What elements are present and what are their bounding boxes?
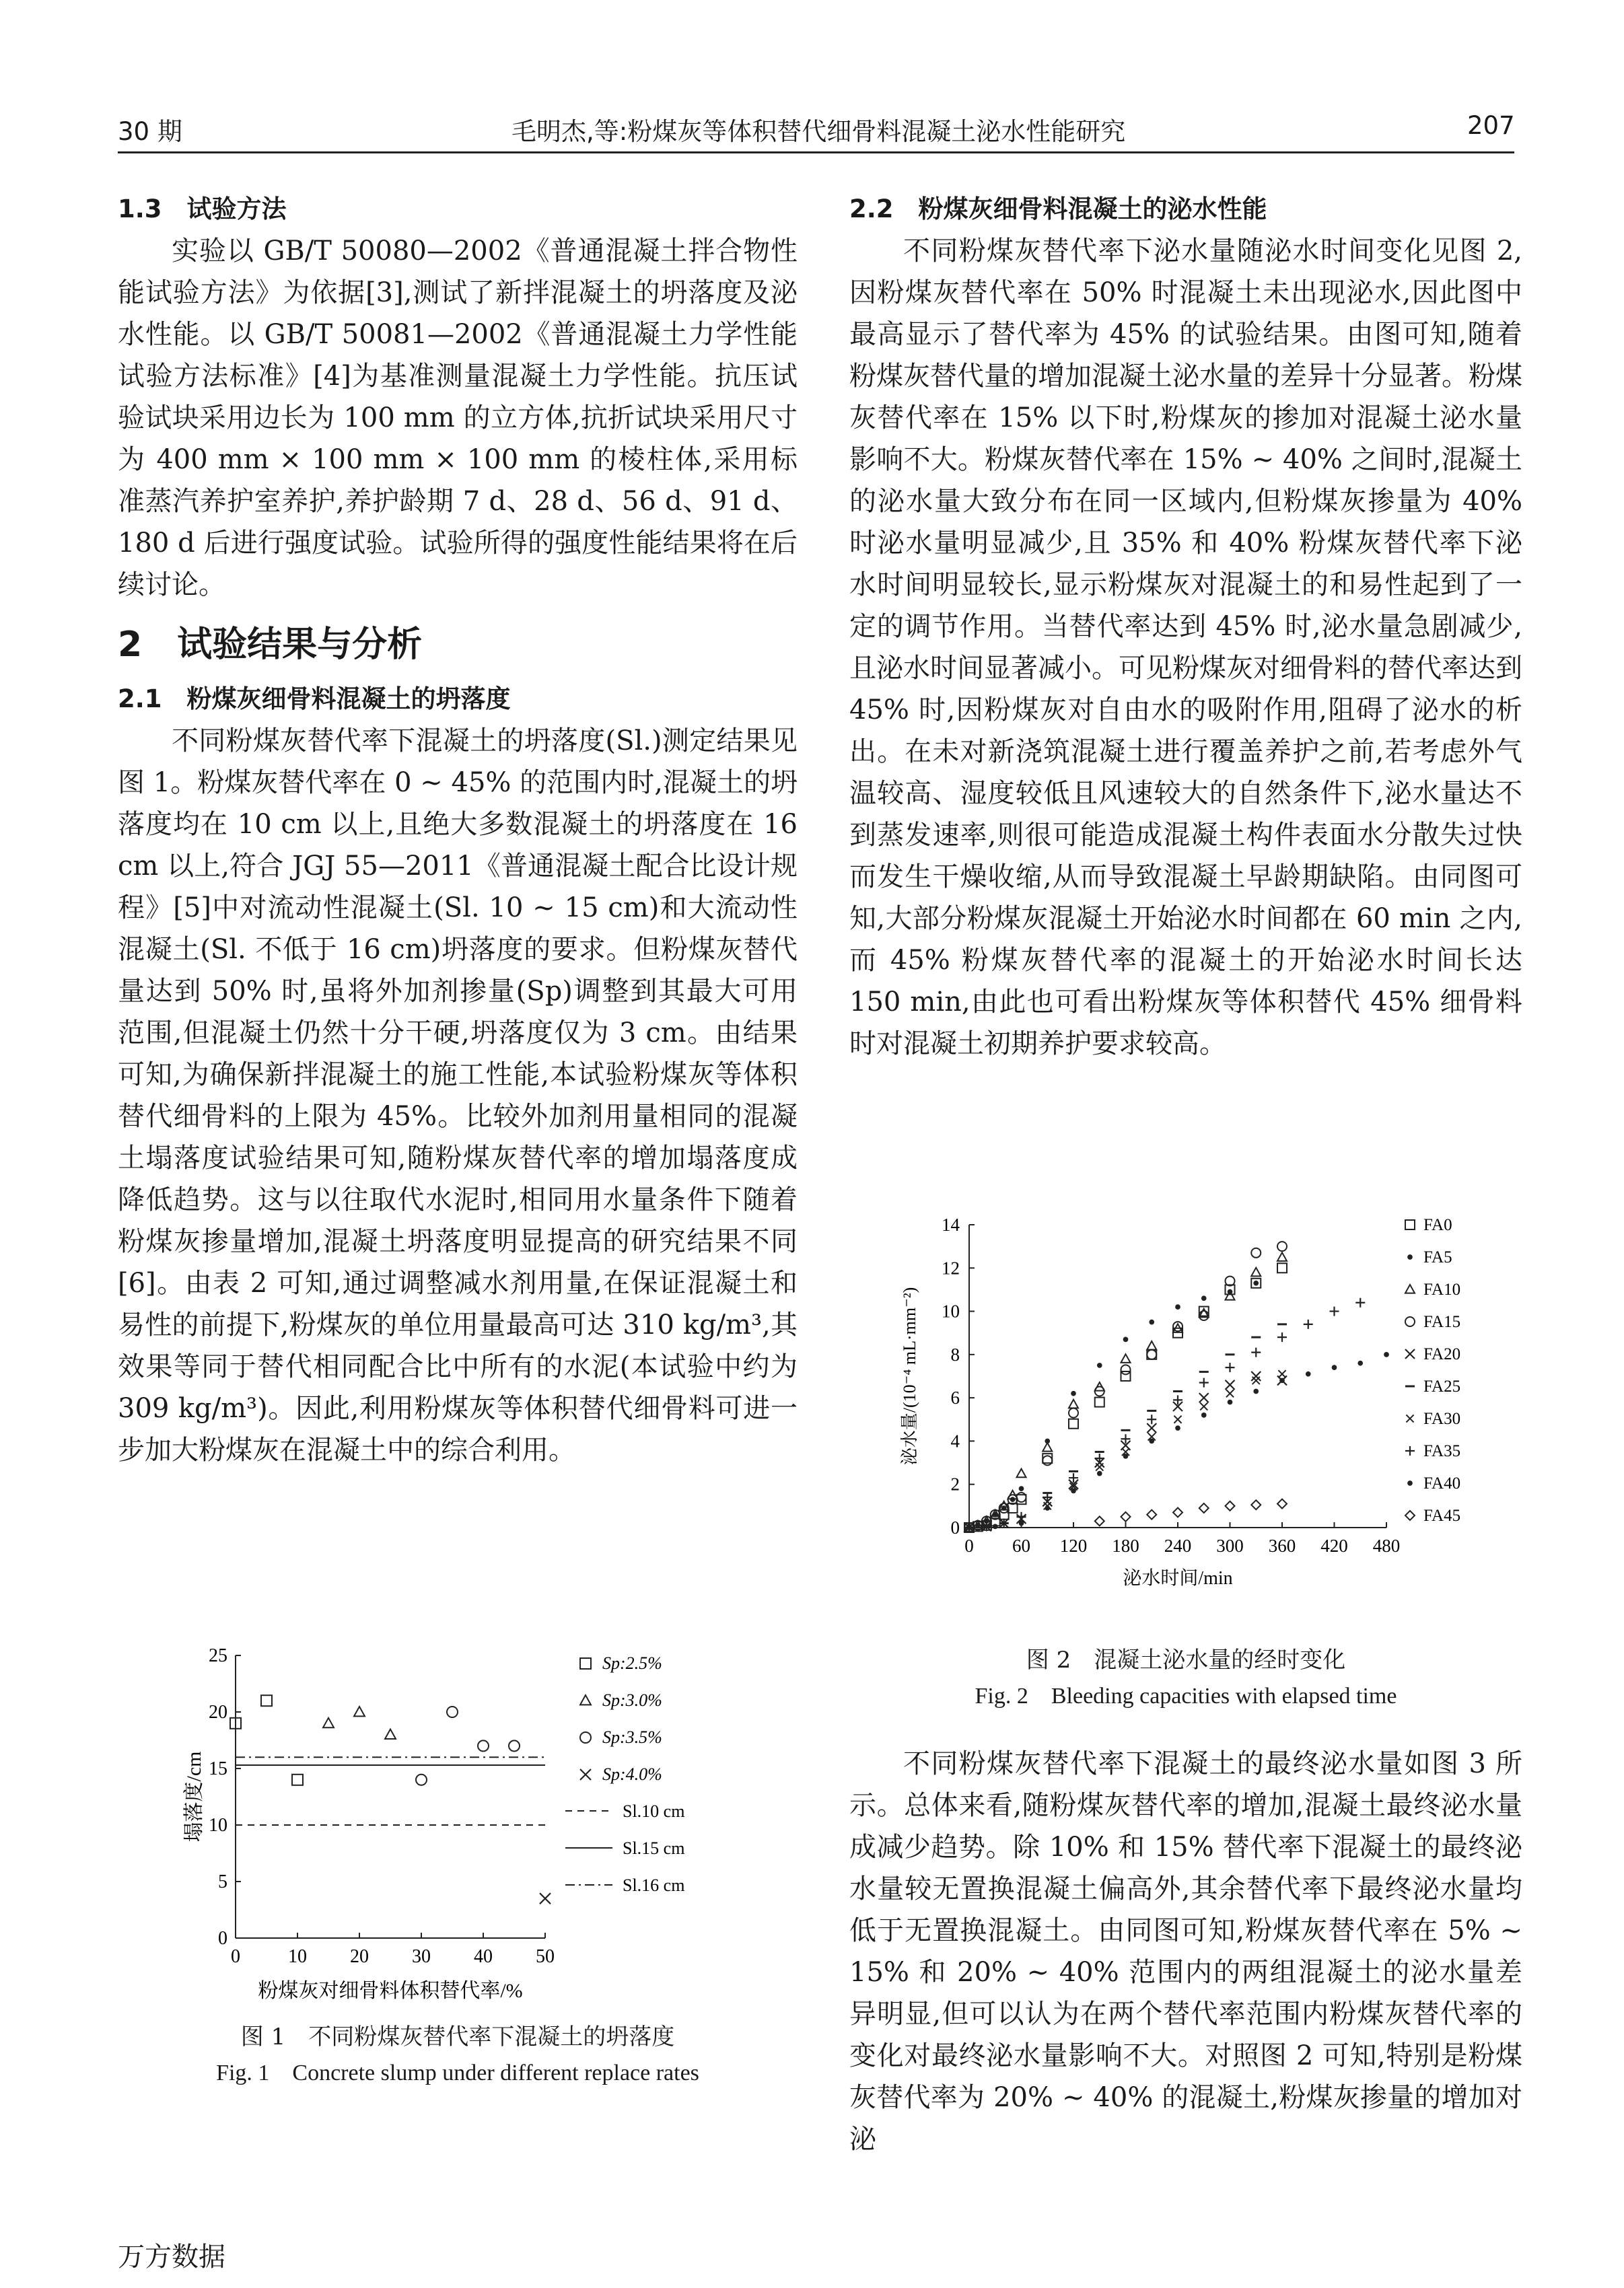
fig1-y-tick-label: 20 <box>209 1702 227 1723</box>
fig2-point <box>1200 1402 1207 1410</box>
fig2-point <box>1147 1350 1156 1359</box>
fig2-legend-marker <box>1405 1317 1415 1326</box>
fig2-legend-label: FA40 <box>1423 1474 1461 1493</box>
fig2-point <box>1251 1248 1261 1258</box>
fig2-x-tick-label: 60 <box>1012 1536 1030 1556</box>
fig2-legend-marker <box>1405 1285 1415 1293</box>
fig2-point <box>1278 1370 1285 1378</box>
fig2-point <box>1226 1291 1235 1300</box>
fig1-y-axis-label: 塌落度/cm <box>183 1751 205 1843</box>
fig2-point <box>966 1525 972 1530</box>
fig1-legend-label: Sl.16 cm <box>623 1875 685 1895</box>
figure-1-caption-en: Fig. 1 Concrete slump under different replace rates <box>216 2061 699 2085</box>
fig2-point <box>993 1524 998 1530</box>
fig2-legend-marker <box>1407 1480 1413 1486</box>
fig2-point <box>1251 1371 1261 1381</box>
fig2-x-tick-label: 300 <box>1216 1536 1244 1556</box>
fig2-point <box>1174 1416 1181 1423</box>
fig1-x-tick-label: 50 <box>536 1946 555 1967</box>
fig2-point <box>1097 1471 1102 1476</box>
section-2-2-continued-body: 不同粉煤灰替代率下混凝土的最终泌水量如图 3 所示。总体来看,随粉煤灰替代率的增加,混凝土最终泌水量成减少趋势。除 10% 和 15% 替代率下混凝土的最终泌水量较无置换混凝土偏高外,其余替代率下最终泌水量均低于无置换混凝土。由同图可知,粉煤灰替代率在 5% ~ 15% 和 20% ~ 40% 范围内的两组混凝土的泌水量差异明显,但可以认为在两个替代率范围内粉煤灰替代率的变化对最终泌水量影响不大。对照图 2 可知,特别是粉煤灰替代率为 20% ~ 40% 的混凝土,粉煤灰掺量的增加对泌 <box>849 1748 1522 2155</box>
fig1-x-axis-label: 粉煤灰对细骨料体积替代率/% <box>258 1980 523 2002</box>
fig1-point <box>323 1718 334 1727</box>
fig2-x-tick-label: 180 <box>1112 1536 1139 1556</box>
fig2-point <box>1175 1304 1180 1310</box>
fig2-point <box>1357 1361 1363 1366</box>
fig2-point <box>1017 1512 1026 1522</box>
right-column-bottom <box>849 1743 1522 2160</box>
fig2-x-tick-label: 240 <box>1164 1536 1192 1556</box>
fig2-point <box>1277 1263 1287 1273</box>
fig2-y-tick-label: 4 <box>950 1431 960 1452</box>
fig1-point <box>509 1740 520 1751</box>
fig2-point <box>1253 1281 1259 1286</box>
fig2-legend-marker <box>1405 1349 1415 1359</box>
fig2-point <box>1330 1307 1339 1316</box>
fig2-point <box>1147 1341 1156 1350</box>
fig2-point <box>1199 1378 1209 1388</box>
fig2-point <box>1253 1389 1259 1394</box>
section-1-3-title: 1.3 试验方法 <box>118 194 287 223</box>
fig2-point <box>1226 1501 1235 1511</box>
figure-1-caption <box>118 2019 798 2092</box>
fig2-point <box>1017 1493 1026 1502</box>
fig2-y-tick-label: 10 <box>942 1301 960 1322</box>
fig2-point <box>1304 1320 1313 1329</box>
fig1-x-tick-label: 20 <box>350 1946 369 1967</box>
fig1-legend-marker <box>580 1695 591 1705</box>
section-2-1-title: 2.1 粉煤灰细骨料混凝土的坍落度 <box>118 684 511 713</box>
header-issue: 30 期 <box>118 117 182 146</box>
fig2-point <box>1226 1390 1234 1397</box>
fig1-legend-marker <box>580 1769 591 1780</box>
fig2-point <box>1123 1337 1129 1343</box>
fig2-point <box>1277 1252 1287 1261</box>
fig2-point <box>1199 1393 1209 1402</box>
fig2-point <box>1071 1391 1076 1396</box>
fig2-point <box>1043 1493 1052 1502</box>
section-2-1-body: 不同粉煤灰替代率下混凝土的坍落度(Sl.)测定结果见图 1。粉煤灰替代率在 0 ~ 45% 的范围内时,混凝土的坍落度均在 10 cm 以上,且绝大多数混凝土的坍落度在 16 cm 以上,符合 JGJ 55—2011《普通混凝土配合比设计规程》[5]中对流动性混凝土(Sl. 10 ~ 15 cm)和大流动性混凝土(Sl. 不低于 16 cm)坍落度的要求。但粉煤灰替代量达到 50% 时,虽将外加剂掺量(Sp)调整到其最大可用范围,但混凝土仍然十分干硬,坍落度仅为 3 cm。由结果可知,为确保新拌混凝土的施工性能,本试验粉煤灰等体积替代细骨料的上限为 45%。比较外加剂用量相同的混凝土塌落度试验结果可知,随粉煤灰替代率的增加塌落度成降低趋势。这与以往取代水泥时,相同用水量条件下随着粉煤灰掺量增加,混凝土坍落度明显提高的研究结果不同[6]。由表 2 可知,通过调整减水剂用量,在保证混凝土和易性的前提下,粉煤灰的单位用量最高可达 310 kg/m³,其效果等同于替代相同配合比中所有的水泥(本试验中约为 309 kg/m³)。因此,利用粉煤灰等体积替代细骨料可进一步加大粉煤灰在混凝土中的综合利用。 <box>118 725 798 1466</box>
fig1-point <box>385 1729 396 1739</box>
fig2-point <box>1226 1380 1235 1390</box>
fig2-point <box>1149 1439 1154 1444</box>
figure-2-chart <box>888 1211 1494 1615</box>
figure-2-caption-cn: 图 2 混凝土泌水量的经时变化 <box>1026 1647 1346 1674</box>
fig2-point <box>1097 1363 1102 1368</box>
fig2-point <box>1277 1242 1287 1251</box>
fig2-legend-label: FA0 <box>1423 1216 1452 1234</box>
fig2-legend-marker <box>1405 1220 1415 1229</box>
fig1-y-tick-label: 0 <box>218 1928 227 1949</box>
fig1-point <box>447 1707 458 1717</box>
fig2-point <box>1121 1354 1131 1363</box>
fig2-point <box>1226 1363 1235 1372</box>
fig2-point <box>1355 1298 1365 1308</box>
figure-2-caption-en: Fig. 2 Bleeding capacities with elapsed time <box>975 1684 1397 1709</box>
fig1-legend-marker <box>580 1732 591 1743</box>
fig2-y-tick-label: 2 <box>950 1474 960 1495</box>
header-rule <box>118 151 1514 153</box>
fig2-y-tick-label: 0 <box>950 1517 960 1538</box>
fig2-point <box>1228 1400 1233 1405</box>
fig2-point <box>1019 1486 1024 1491</box>
fig1-legend-label: Sl.15 cm <box>623 1838 685 1858</box>
fig2-point <box>1306 1371 1311 1377</box>
fig1-y-tick-label: 10 <box>209 1815 227 1836</box>
fig2-legend-label: FA5 <box>1423 1248 1452 1266</box>
fig1-legend-label: Sp:3.0% <box>602 1690 662 1710</box>
fig2-point <box>1043 1443 1052 1452</box>
fig2-point <box>1201 1413 1207 1418</box>
fig2-legend-label: FA25 <box>1423 1378 1461 1396</box>
right-column-top <box>849 188 1522 1065</box>
fig2-legend-label: FA10 <box>1423 1281 1461 1299</box>
fig1-legend-marker <box>580 1658 591 1669</box>
fig2-point <box>1147 1415 1156 1424</box>
fig2-point <box>1019 1521 1024 1526</box>
fig2-point <box>1095 1516 1104 1526</box>
fig1-x-tick-label: 0 <box>231 1946 240 1967</box>
header-page-number: 207 <box>1467 111 1515 140</box>
fig2-point <box>1279 1378 1285 1384</box>
fig1-legend-label: Sp:4.0% <box>602 1764 662 1784</box>
header-title: 毛明杰,等:粉煤灰等体积替代细骨料混凝土泌水性能研究 <box>511 117 1126 146</box>
fig2-legend-marker <box>1405 1446 1415 1456</box>
fig2-y-tick-label: 12 <box>942 1258 960 1279</box>
fig2-point <box>1199 1503 1209 1513</box>
fig2-point <box>1095 1398 1104 1407</box>
figure-1 <box>182 1642 787 2002</box>
fig1-legend-label: Sp:3.5% <box>602 1727 662 1747</box>
fig1-point <box>354 1707 365 1716</box>
fig1-point <box>416 1775 427 1785</box>
fig2-y-tick-label: 14 <box>942 1215 960 1235</box>
footer-watermark: 万方数据 <box>118 2242 225 2273</box>
fig2-point <box>1096 1463 1103 1470</box>
section-2-2-title: 2.2 粉煤灰细骨料混凝土的泌水性能 <box>849 194 1267 223</box>
figure-2-caption <box>849 1642 1522 1715</box>
left-column <box>118 188 798 1471</box>
fig2-point <box>1121 1512 1131 1522</box>
fig2-point <box>1277 1499 1287 1509</box>
fig2-x-tick-label: 120 <box>1059 1536 1088 1556</box>
fig2-legend-label: FA45 <box>1423 1507 1461 1525</box>
fig2-point <box>1251 1500 1261 1509</box>
fig1-point <box>540 1893 551 1904</box>
fig1-y-tick-label: 25 <box>209 1645 227 1666</box>
fig2-point <box>1095 1454 1104 1463</box>
fig1-y-tick-label: 15 <box>209 1758 227 1779</box>
fig2-x-tick-label: 0 <box>964 1536 974 1556</box>
fig2-y-axis-label: 泌水量/(10⁻⁴ mL·mm⁻²) <box>900 1287 919 1466</box>
fig2-point <box>1175 1425 1180 1431</box>
section-2-2-body: 不同粉煤灰替代率下泌水量随泌水时间变化见图 2,因粉煤灰替代率在 50% 时混凝土未出现泌水,因此图中最高显示了替代率为 45% 的试验结果。由图可知,随着粉煤灰替代量的增加混凝土泌水量的差异十分显著。粉煤灰替代率在 15% 以下时,粉煤灰的掺加对混凝土泌水量影响不大。粉煤灰替代率在 15% ~ 40% 之间时,混凝土的泌水量大致分布在同一区域内,但粉煤灰掺量为 40% 时泌水量明显减少,且 35% 和 40% 粉煤灰替代率下泌水时间明显较长,显示粉煤灰对混凝土的和易性起到了一定的调节作用。当替代率达到 45% 时,泌水量急剧减少,且泌水时间显著减小。可见粉煤灰对细骨料的替代率达到 45% 时,因粉煤灰对自由水的吸附作用,阻碍了泌水的析出。在未对新浇筑混凝土进行覆盖养护之前,若考虑外气温较高、湿度较低且风速较大的自然条件下,泌水量达不到蒸发速率,则很可能造成混凝土构件表面水分散失过快而发生干燥收缩,从而导致混凝土早龄期缺陷。由同图可知,大部分粉煤灰混凝土开始泌水时间都在 60 min 之内,而 45% 粉煤灰替代率的混凝土的开始泌水时间长达 150 min,由此也可看出粉煤灰等体积替代 45% 细骨料时对混凝土初期养护要求较高。 <box>849 236 1522 1059</box>
fig2-point <box>1045 1505 1050 1511</box>
fig1-x-tick-label: 10 <box>288 1946 307 1967</box>
fig2-legend-label: FA35 <box>1423 1442 1461 1460</box>
fig2-point <box>1251 1268 1261 1277</box>
fig2-point <box>1277 1332 1287 1342</box>
fig2-point <box>1173 1508 1182 1517</box>
fig1-point <box>292 1775 303 1785</box>
fig1-x-tick-label: 40 <box>474 1946 493 1967</box>
fig2-point <box>1069 1419 1078 1429</box>
figure-1-chart <box>182 1642 787 2002</box>
fig2-point <box>1017 1469 1026 1478</box>
fig1-point <box>261 1695 272 1706</box>
fig2-point <box>1201 1295 1207 1301</box>
section-2-title: 2 试验结果与分析 <box>118 624 423 665</box>
fig1-legend-label: Sl.10 cm <box>623 1801 685 1821</box>
fig2-legend-marker <box>1406 1415 1413 1422</box>
fig2-point <box>1123 1454 1129 1459</box>
fig2-x-tick-label: 480 <box>1372 1536 1401 1556</box>
fig2-point <box>1147 1510 1156 1520</box>
figure-1-caption-cn: 图 1 不同粉煤灰替代率下混凝土的坍落度 <box>240 2024 675 2050</box>
fig1-legend-label: Sp:2.5% <box>602 1653 662 1673</box>
fig1-point <box>478 1740 489 1751</box>
fig2-point <box>1043 1454 1052 1463</box>
fig2-point <box>1121 1365 1131 1374</box>
fig2-legend-label: FA15 <box>1423 1313 1461 1331</box>
fig2-legend-label: FA30 <box>1423 1410 1461 1428</box>
fig2-point <box>1252 1377 1260 1384</box>
fig2-point <box>1071 1489 1076 1494</box>
fig2-y-tick-label: 6 <box>950 1388 960 1408</box>
fig2-point <box>1251 1348 1261 1357</box>
fig1-y-tick-label: 5 <box>218 1871 227 1892</box>
fig2-x-tick-label: 360 <box>1268 1536 1296 1556</box>
fig2-point <box>1043 1456 1052 1465</box>
fig1-x-tick-label: 30 <box>412 1946 431 1967</box>
fig2-legend-label: FA20 <box>1423 1345 1461 1363</box>
fig2-point <box>1147 1423 1156 1433</box>
fig2-point <box>1069 1400 1078 1408</box>
fig2-legend-marker <box>1405 1511 1415 1520</box>
fig2-x-axis-label: 泌水时间/min <box>1123 1568 1233 1589</box>
fig2-point <box>1069 1408 1078 1418</box>
fig2-y-tick-label: 8 <box>950 1344 960 1365</box>
figure-2 <box>888 1211 1494 1615</box>
fig2-x-tick-label: 420 <box>1320 1536 1348 1556</box>
section-1-3-body: 实验以 GB/T 50080—2002《普通混凝土拌合物性能试验方法》为依据[3],测试了新拌混凝土的坍落度及泌水性能。以 GB/T 50081—2002《普通混凝土力学性能试验方法标准》[4]为基准测量混凝土力学性能。抗压试验试块采用边长为 100 mm 的立方体,抗折试块采用尺寸为 400 mm × 100 mm × 100 mm 的棱柱体,采用标准蒸汽养护室养护,养护龄期 7 d、28 d、56 d、91 d、180 d 后进行强度试验。试验所得的强度性能结果将在后续讨论。 <box>118 236 798 600</box>
fig2-point <box>1384 1352 1389 1357</box>
fig2-legend-marker <box>1407 1254 1413 1260</box>
fig2-point <box>1332 1365 1337 1370</box>
fig2-point <box>1149 1320 1154 1325</box>
